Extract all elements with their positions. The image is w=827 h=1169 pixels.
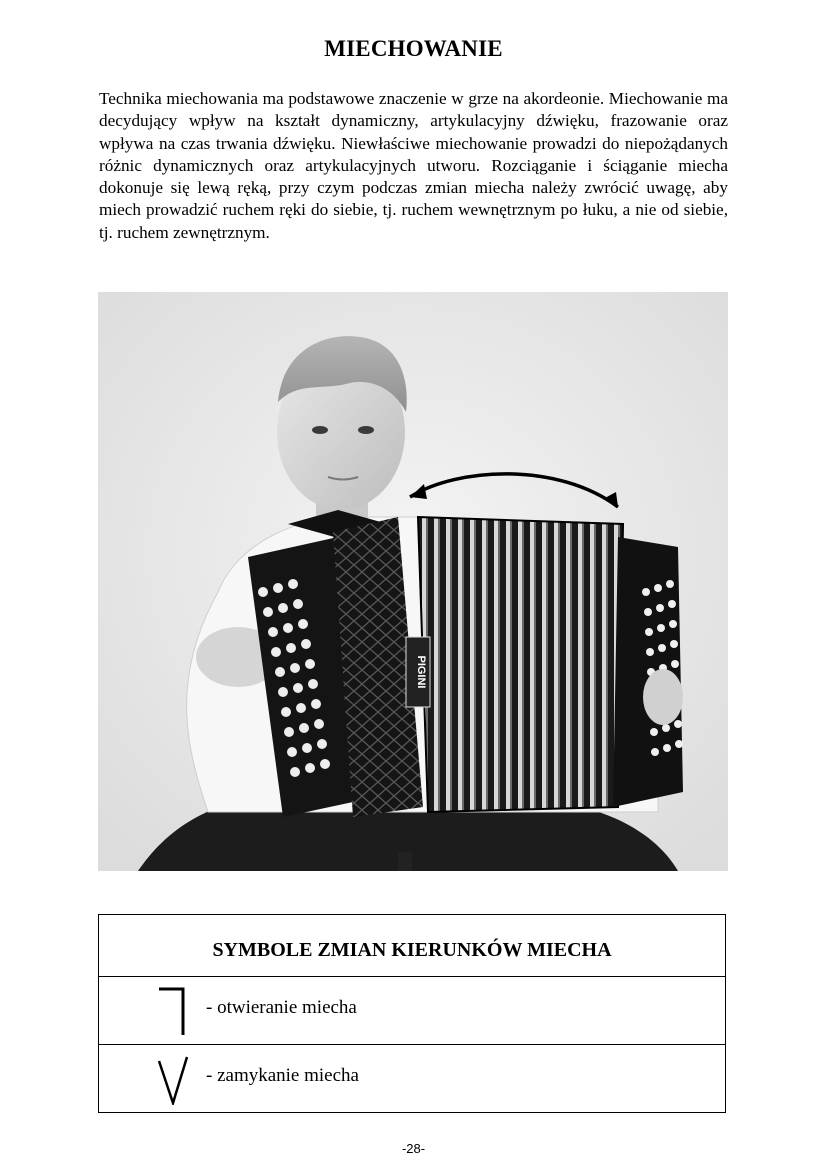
symbols-table [98, 914, 726, 1113]
page-number: -28- [401, 1141, 426, 1156]
symbols-row-open [99, 977, 725, 1045]
bellows-close-icon [153, 1053, 193, 1105]
page-title: MIECHOWANIE [324, 36, 503, 61]
symbols-row-close [99, 1045, 725, 1113]
symbols-row-open-label: - otwieranie miecha [206, 997, 357, 1018]
left-eye [312, 426, 328, 434]
body-paragraph: Technika miechowania ma podstawowe znaczenie w grze na akordeonie. Miechowanie ma decydujący wpływ na kształt dynamiczny, artykulacyjny dźwięku, frazowanie oraz wpływa na czas trwania dźwięku. Niewłaściwe miechowanie prowadzi do niepożądanych różnic dynamicznych oraz artykulacyjnych utworu. Rozciąganie i ściąganie miecha dokonuje się lewą ręką, przy czym podczas zmian miecha należy zwrócić uwagę, aby miech prowadzić ruchem ręki do siebie, tj. ruchem wewnętrznym po łuku, a nie od siebie, tj. ruchem zewnętrznym. [99, 89, 728, 242]
symbols-table-heading: SYMBOLE ZMIAN KIERUNKÓW MIECHA [99, 915, 725, 977]
symbols-row-close-label: - zamykanie miecha [206, 1065, 359, 1086]
bellows [418, 517, 623, 812]
right-hand [643, 669, 683, 725]
stool-leg [398, 852, 412, 871]
brand-logo: PIGINI [415, 655, 427, 689]
right-eye [358, 426, 374, 434]
bellows-open-icon [153, 985, 193, 1037]
accordion-photo [98, 292, 728, 871]
